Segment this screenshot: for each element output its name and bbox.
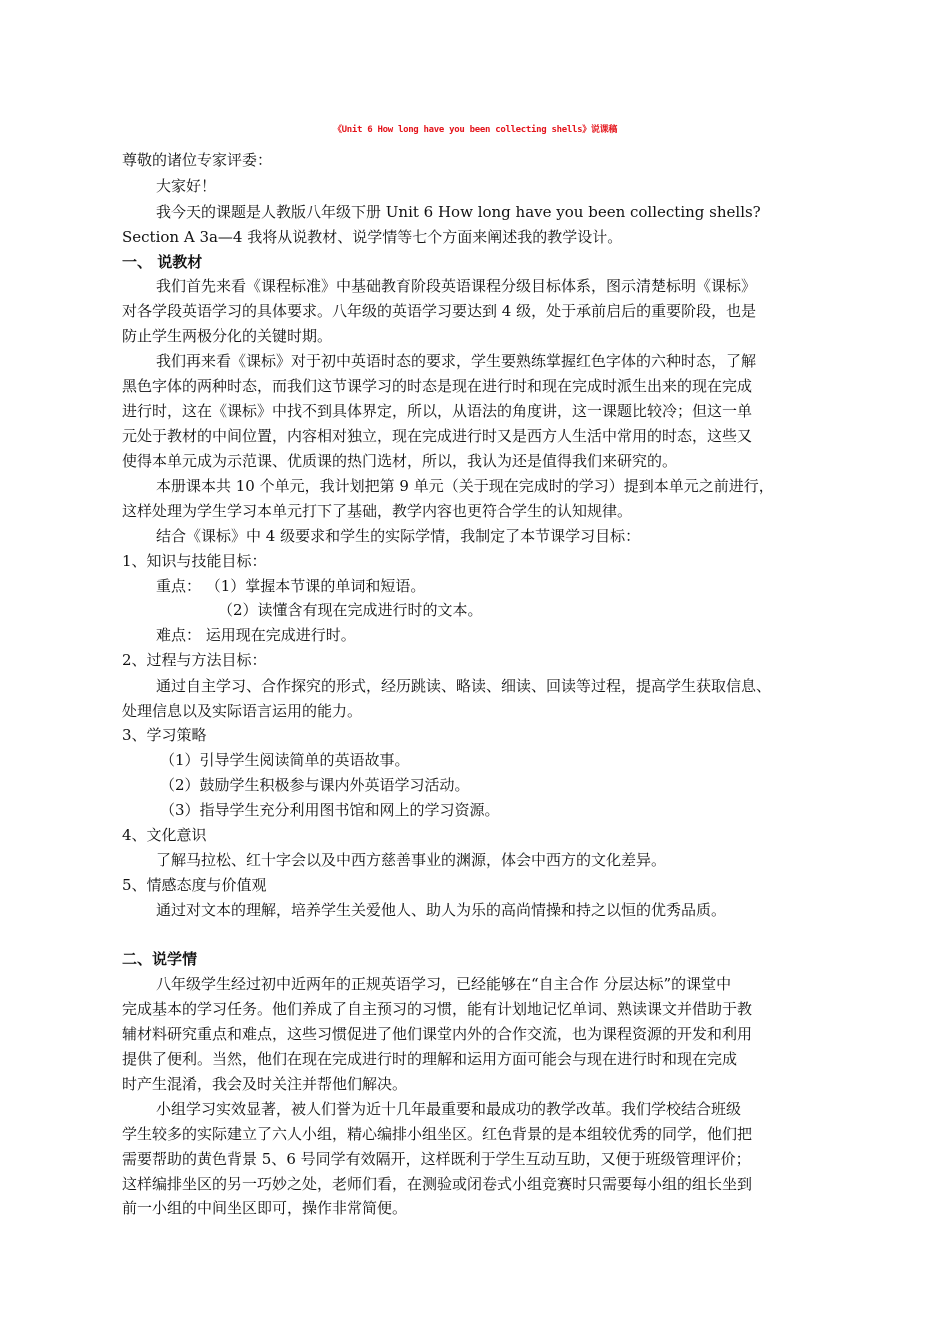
greeting: 大家好！ <box>156 177 217 195</box>
strategy-item: （2）鼓励学生积极参与课内外英语学习活动。 <box>160 776 470 794</box>
goal-heading-culture: 4、文化意识 <box>122 826 207 844</box>
paragraph-line: 前一小组的中间坐区即可，操作非常简便。 <box>122 1199 408 1217</box>
goal-heading-knowledge: 1、知识与技能目标： <box>122 552 267 570</box>
paragraph-line: 本册课本共 10 个单元，我计划把第 9 单元（关于现在完成时的学习）提到本单元之前进行， <box>156 477 774 495</box>
paragraph-line: 了解马拉松、红十字会以及中西方慈善事业的渊源，体会中西方的文化差异。 <box>156 851 667 869</box>
paragraph-line: 黑色字体的两种时态，而我们这节课学习的时态是现在进行时和现在完成时派生出来的现在完成 <box>122 377 753 395</box>
paragraph-line: 处理信息以及实际语言运用的能力。 <box>122 702 363 720</box>
paragraph-line: 我们首先来看《课程标准》中基础教育阶段英语课程分级目标体系，图示清楚标明《课标》 <box>156 277 757 295</box>
paragraph-line: 八年级学生经过初中近两年的正规英语学习，已经能够在“自主合作 分层达标”的课堂中 <box>156 975 732 993</box>
paragraph-line: 通过自主学习、合作探究的形式，经历跳读、略读、细读、回读等过程，提高学生获取信息、 <box>156 677 772 695</box>
paragraph-line: 需要帮助的黄色背景 5、6 号同学有效隔开，这样既利于学生互动互助，又便于班级管理评价； <box>122 1150 751 1168</box>
paragraph-line: 防止学生两极分化的关键时期。 <box>122 327 333 345</box>
page-title: 《Unit 6 How long have you been collecting shells》说课稿 <box>332 125 618 135</box>
paragraph-line: 学生较多的实际建立了六人小组，精心编排小组坐区。红色背景的是本组较优秀的同学，他们把 <box>122 1125 753 1143</box>
strategy-item: （1）引导学生阅读简单的英语故事。 <box>160 751 410 769</box>
salutation: 尊敬的诸位专家评委： <box>122 151 273 169</box>
paragraph-line: 通过对文本的理解，培养学生关爱他人、助人为乐的高尚情操和持之以恒的优秀品质。 <box>156 901 727 919</box>
difficult-point: 难点： 运用现在完成进行时。 <box>156 626 356 644</box>
strategy-item: （3）指导学生充分利用图书馆和网上的学习资源。 <box>160 801 500 819</box>
key-point-2: （2）读懂含有现在完成进行时的文本。 <box>218 601 483 619</box>
goal-heading-attitude: 5、情感态度与价值观 <box>122 876 267 894</box>
paragraph-line: 辅材料研究重点和难点，这些习惯促进了他们课堂内外的合作交流，也为课程资源的开发和利用 <box>122 1025 753 1043</box>
paragraph-line: 结合《课标》中 4 级要求和学生的实际学情，我制定了本节课学习目标： <box>156 527 641 545</box>
paragraph-line: 使得本单元成为示范课、优质课的热门选材，所以，我认为还是值得我们来研究的。 <box>122 452 678 470</box>
intro-line-2: Section A 3a—4 我将从说教材、说学情等七个方面来阐述我的教学设计。 <box>122 228 623 246</box>
section-heading-students: 二、说学情 <box>122 950 198 968</box>
paragraph-line: 对各学段英语学习的具体要求。八年级的英语学习要达到 4 级，处于承前启后的重要阶段，也是 <box>122 302 757 320</box>
paragraph-line: 小组学习实效显著，被人们誉为近十几年最重要和最成功的教学改革。我们学校结合班级 <box>156 1100 742 1118</box>
goal-heading-strategy: 3、学习策略 <box>122 726 207 744</box>
paragraph-line: 我们再来看《课标》对于初中英语时态的要求，学生要熟练掌握红色字体的六种时态，了解 <box>156 352 757 370</box>
paragraph-line: 这样处理为学生学习本单元打下了基础，教学内容也更符合学生的认知规律。 <box>122 502 633 520</box>
intro-line-1: 我今天的课题是人教版八年级下册 Unit 6 How long have you been collecting shells? <box>156 203 761 221</box>
paragraph-line: 进行时，这在《课标》中找不到具体界定，所以，从语法的角度讲，这一课题比较冷；但这一单 <box>122 402 753 420</box>
key-point-1: 重点： （1）掌握本节课的单词和短语。 <box>156 577 426 595</box>
paragraph-line: 这样编排坐区的另一巧妙之处，老师们看，在测验或闭卷式小组竞赛时只需要每小组的组长坐到 <box>122 1175 753 1193</box>
paragraph-line: 时产生混淆，我会及时关注并帮他们解决。 <box>122 1075 408 1093</box>
paragraph-line: 元处于教材的中间位置，内容相对独立，现在完成进行时又是西方人生活中常用的时态，这些又 <box>122 427 753 445</box>
paragraph-line: 完成基本的学习任务。他们养成了自主预习的习惯，能有计划地记忆单词、熟读课文并借助于教 <box>122 1000 753 1018</box>
section-heading-textbook: 一、 说教材 <box>122 253 203 271</box>
paragraph-line: 提供了便利。当然，他们在现在完成进行时的理解和运用方面可能会与现在进行时和现在完成 <box>122 1050 738 1068</box>
goal-heading-process: 2、过程与方法目标： <box>122 651 267 669</box>
